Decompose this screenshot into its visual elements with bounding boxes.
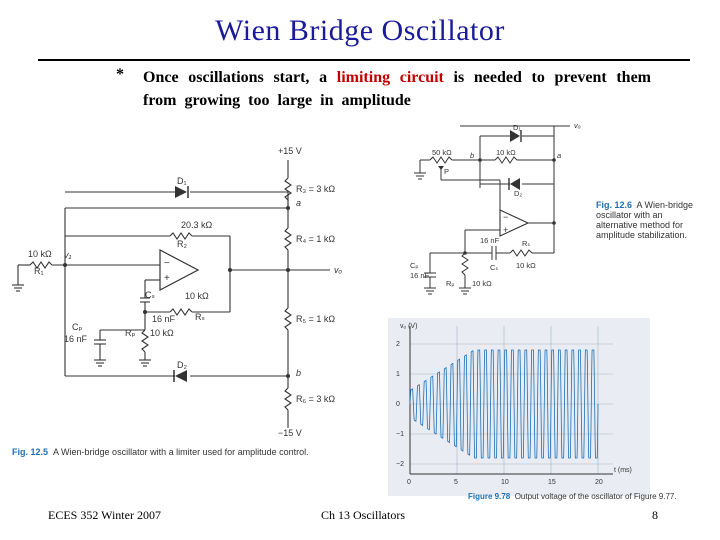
d1-label: D₁ <box>177 176 187 186</box>
fig126-cs-value: 16 nF <box>480 236 500 245</box>
fig126-d1-label: D₁ <box>513 123 521 132</box>
rs-label: Rₛ <box>195 312 205 322</box>
d2-label: D₂ <box>177 360 187 370</box>
fig978-xtick: 0 <box>407 479 411 486</box>
fig-9-78-waveform <box>388 318 650 496</box>
fig978-xtick: 5 <box>454 479 458 486</box>
fig-12-6-caption <box>596 200 696 240</box>
fig-9-78-caption <box>468 492 677 501</box>
fig978-ytick: −2 <box>396 461 404 468</box>
fig126-pot-p-label: P <box>444 167 450 176</box>
fig-12-6-schematic <box>410 118 600 298</box>
r2-value-label: 20.3 kΩ <box>181 220 213 230</box>
fig978-xlabel: t (ms) <box>614 467 632 474</box>
fig126-cp-value: 16 nF <box>410 271 430 280</box>
rs-value-label: 10 kΩ <box>185 291 209 301</box>
footer-chapter: Ch 13 Oscillators <box>321 508 405 522</box>
fig126-node-b: b <box>470 151 475 160</box>
v1-label: v₁ <box>64 250 72 260</box>
fig978-xtick: 15 <box>548 479 556 486</box>
r6-label: R₆ = 3 kΩ <box>296 394 336 404</box>
bullet-text-end: is needed to prevent them from growing too large in amplitude <box>143 69 652 109</box>
r1-value-label: 10 kΩ <box>28 249 52 259</box>
fig126-d2-label: D₂ <box>514 189 523 198</box>
footer-course: ECES 352 Winter 2007 <box>48 508 161 522</box>
fig-12-5-label: Fig. 12.5 <box>12 447 49 457</box>
fig126-opamp-plus: + <box>503 225 509 235</box>
fig-12-5-caption <box>12 447 309 457</box>
fig-9-78-caption-text: Output voltage of the oscillator of Figure 9.77. <box>514 492 677 501</box>
vplus-label: +15 V <box>278 146 302 156</box>
rp-label: Rₚ <box>125 328 136 338</box>
fig126-rs-value: 10 kΩ <box>516 261 536 270</box>
vo-label: vₒ <box>334 265 343 275</box>
fig978-ytick: 0 <box>396 401 400 408</box>
slide-title: Wien Bridge Oscillator <box>215 14 505 47</box>
footer-page-number: 8 <box>652 508 658 522</box>
title-divider <box>38 59 690 61</box>
rp-value-label: 10 kΩ <box>150 328 174 338</box>
fig126-opamp-minus: − <box>503 212 509 222</box>
cs-value-label: 16 nF <box>152 314 176 324</box>
fig-12-6-caption-text: A Wien-bridge oscillator with an alternative method for amplitude stabilization. <box>596 200 694 240</box>
fig126-cs-label: Cₛ <box>490 263 499 272</box>
opamp-minus-label: − <box>164 258 170 269</box>
cp-value-label: 16 nF <box>64 334 88 344</box>
r5-label: R₅ = 1 kΩ <box>296 314 336 324</box>
fig978-ylabel: vₒ (V) <box>400 323 418 330</box>
fig126-r-top-label: 10 kΩ <box>496 148 516 157</box>
cs-label: Cₛ <box>145 290 155 300</box>
fig978-xtick: 20 <box>595 479 603 486</box>
fig-9-78-label: Figure 9.78 <box>468 492 511 501</box>
r4-label: R₄ = 1 kΩ <box>296 234 336 244</box>
fig126-rp-label: Rₚ <box>446 279 455 288</box>
fig126-node-a: a <box>557 151 562 160</box>
fig126-pot-label: 50 kΩ <box>432 148 452 157</box>
bullet-text <box>143 66 651 112</box>
r3-label: R₃ = 3 kΩ <box>296 184 336 194</box>
fig126-rs-label: Rₛ <box>522 239 531 248</box>
bullet-marker: * <box>116 66 124 83</box>
bullet-highlight: limiting circuit <box>336 69 444 86</box>
opamp-plus-label: + <box>164 273 170 284</box>
fig-12-5-schematic <box>0 140 390 450</box>
fig978-ytick: 2 <box>396 341 400 348</box>
bullet-text-start: Once oscillations start, a <box>143 69 337 86</box>
node-a-label: a <box>296 198 302 208</box>
fig126-rp-value: 10 kΩ <box>472 279 492 288</box>
fig-12-6-label: Fig. 12.6 <box>596 200 633 210</box>
cp-label: Cₚ <box>72 322 83 332</box>
fig-12-5-caption-text: A Wien-bridge oscillator with a limiter used for amplitude control. <box>53 447 309 457</box>
fig978-xtick: 10 <box>501 479 509 486</box>
fig126-vo-label: vₒ <box>574 121 581 130</box>
r1-label: R₁ <box>34 266 44 276</box>
fig978-ytick: 1 <box>396 371 400 378</box>
node-b-label: b <box>296 368 302 378</box>
r2-label: R₂ <box>177 239 187 249</box>
vminus-label: −15 V <box>278 428 302 438</box>
fig978-ytick: −1 <box>396 431 404 438</box>
fig126-cp-label: Cₚ <box>410 261 419 270</box>
